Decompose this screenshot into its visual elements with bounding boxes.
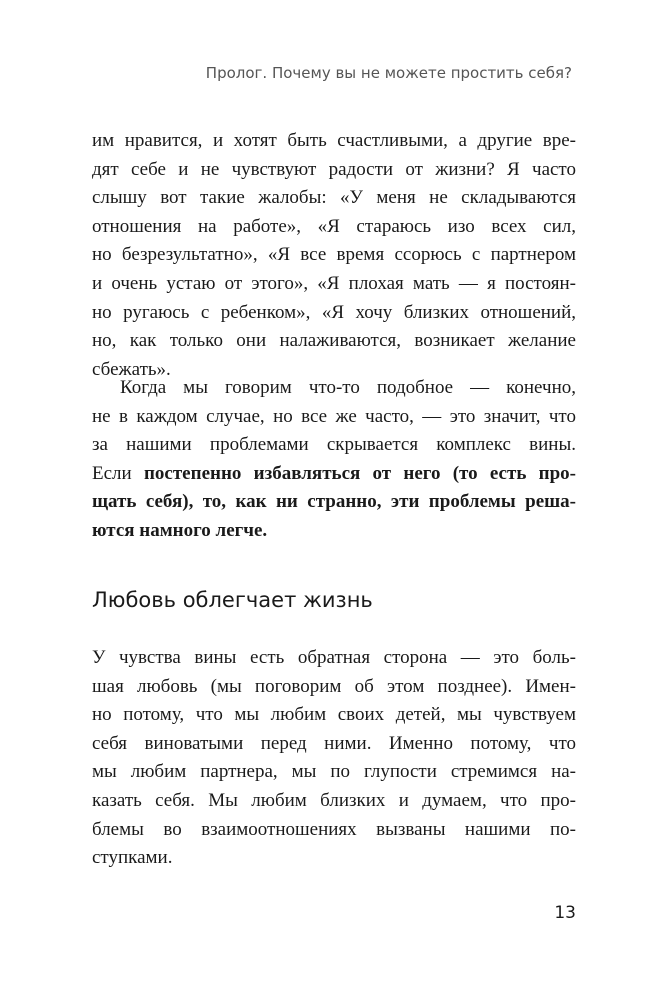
paragraph-1-line: но безрезультатно», «Я все время ссорюсь с партнером (92, 244, 576, 266)
paragraph-2-line: за нашими проблемами скрывается комплекс вины. (92, 434, 576, 456)
paragraph-1-line: слышу вот такие жалобы: «У меня не складываются (92, 187, 576, 209)
paragraph-2-line: Когда мы говорим что-то подобное — конечно, (120, 377, 576, 398)
section-heading: Любовь облегчает жизнь (92, 588, 373, 612)
paragraph-2-bold-text: постепенно избавляться от него (то есть про- (143, 462, 576, 484)
paragraph-2-bold-text: ются намного легче. (92, 519, 268, 541)
paragraph-3-line: шая любовь (мы поговорим об этом позднее). Имен- (92, 675, 576, 697)
paragraph-3-line: блемы во взаимоотношениях вызваны нашими по- (92, 818, 576, 840)
paragraph-3-line: но потому, что мы любим своих детей, мы чувствуем (92, 704, 576, 726)
paragraph-1-line: сбежать». (92, 358, 171, 380)
paragraph-1-line: дят себе и не чувствуют радости от жизни? Я часто (92, 158, 576, 180)
page-number: 13 (554, 903, 576, 923)
paragraph-2-bold-text: щать себя), то, как ни странно, эти проблемы реша- (92, 491, 576, 513)
paragraph-2-plain-text: Если (92, 462, 144, 484)
paragraph-3-line: ступками. (92, 847, 173, 869)
paragraph-1-line: и очень устаю от этого», «Я плохая мать — я постоян- (92, 272, 576, 294)
paragraph-3 (92, 644, 576, 873)
paragraph-1 (92, 127, 576, 384)
running-head: Пролог. Почему вы не можете простить себя? (205, 64, 572, 82)
paragraph-2-line-mixed (92, 460, 576, 489)
paragraph-2-line: не в каждом случае, но все же часто, — это значит, что (92, 405, 576, 427)
paragraph-2 (92, 374, 576, 546)
paragraph-2-line (92, 488, 576, 517)
paragraph-1-line: отношения на работе», «Я стараюсь изо всех сил, (92, 215, 576, 237)
paragraph-1-line: им нравится, и хотят быть счастливыми, а другие вре- (92, 130, 576, 151)
paragraph-3-line: мы любим партнера, мы по глупости стремимся на- (92, 761, 576, 783)
paragraph-2-line (92, 517, 576, 546)
paragraph-1-line: но ругаюсь с ребенком», «Я хочу близких отношений, (92, 301, 576, 323)
paragraph-3-line: казать себя. Мы любим близких и думаем, что про- (92, 789, 576, 811)
paragraph-1-line: но, как только они налаживаются, возникает желание (92, 330, 576, 352)
paragraph-3-line: себя виноватыми перед ними. Именно потому, что (92, 732, 576, 754)
paragraph-3-line: У чувства вины есть обратная сторона — это боль- (92, 647, 576, 668)
